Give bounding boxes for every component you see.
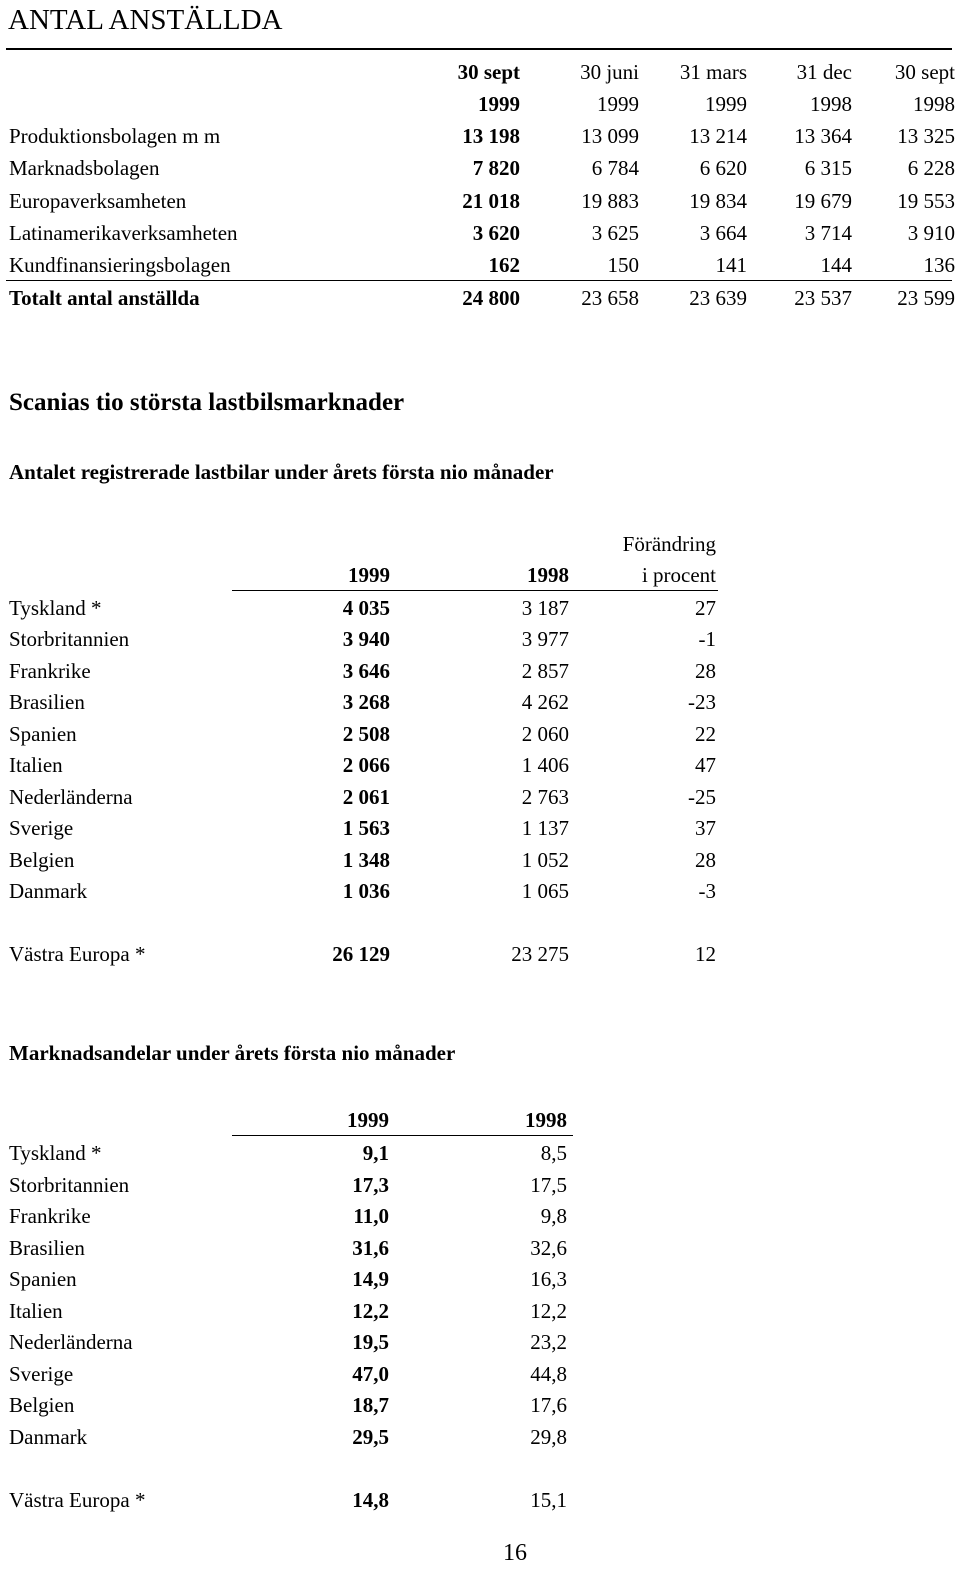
cell: 44,8 (530, 1362, 567, 1386)
cell: 12 (695, 942, 716, 966)
row-label: Marknadsbolagen (9, 156, 160, 180)
cell: 13 325 (897, 124, 955, 148)
col-header: Förändring (622, 532, 716, 556)
col-header: i procent (641, 563, 716, 587)
col-header: 1998 (527, 563, 569, 587)
col-header: 1999 (478, 92, 520, 116)
cell: 26 129 (332, 942, 390, 966)
cell: 12,2 (352, 1299, 389, 1323)
row-label: Totalt antal anställda (9, 286, 200, 310)
cell: 1 406 (521, 753, 569, 777)
cell: 23 658 (581, 286, 639, 310)
cell: 150 (607, 253, 639, 277)
table-row (0, 120, 960, 152)
cell: 2 066 (342, 753, 390, 777)
cell: 12,2 (530, 1299, 567, 1323)
table-row (0, 686, 760, 718)
row-label: Italien (9, 753, 63, 777)
markets-header-rule (232, 590, 718, 591)
total-rule (6, 280, 952, 281)
row-label: Sverige (9, 816, 74, 840)
row-label: Belgien (9, 848, 75, 872)
row-label: Västra Europa * (9, 942, 146, 966)
employees-header-top (0, 56, 960, 88)
table-row (0, 1169, 700, 1201)
cell: 3 940 (342, 627, 390, 651)
col-header: 31 dec (796, 60, 852, 84)
table-row (0, 844, 760, 876)
row-label: Latinamerikaverksamheten (9, 221, 238, 245)
shares-header (0, 1104, 700, 1136)
row-label: Tyskland * (9, 1141, 102, 1165)
table-row (0, 1326, 700, 1358)
cell: 14,8 (352, 1488, 389, 1512)
cell: 14,9 (352, 1267, 389, 1291)
table-row (0, 1421, 700, 1453)
table-row (0, 185, 960, 217)
cell: 6 784 (591, 156, 639, 180)
row-label: Belgien (9, 1393, 75, 1417)
cell: 2 508 (342, 722, 390, 746)
markets-subheading: Antalet registrerade lastbilar under årets första nio månader (9, 460, 554, 484)
col-header: 1998 (525, 1108, 567, 1132)
row-label: Brasilien (9, 690, 85, 714)
table-row (0, 655, 760, 687)
row-label: Italien (9, 1299, 63, 1323)
cell: 3 620 (472, 221, 520, 245)
table-row (0, 1263, 700, 1295)
cell: 1 036 (342, 879, 390, 903)
table-row (0, 592, 760, 624)
cell: 31,6 (352, 1236, 389, 1260)
table-row (0, 1232, 700, 1264)
cell: 6 228 (907, 156, 955, 180)
row-label: Storbritannien (9, 627, 130, 651)
cell: 1 348 (342, 848, 390, 872)
shares-header-rule (232, 1135, 573, 1136)
row-label: Sverige (9, 1362, 74, 1386)
cell: 141 (715, 253, 747, 277)
cell: 13 364 (794, 124, 852, 148)
cell: 19,5 (352, 1330, 389, 1354)
cell: 8,5 (540, 1141, 567, 1165)
cell: 2 857 (521, 659, 569, 683)
cell: 19 883 (581, 189, 639, 213)
cell: 23 639 (689, 286, 747, 310)
cell: 37 (695, 816, 716, 840)
cell: 3 714 (804, 221, 852, 245)
cell: 15,1 (530, 1488, 567, 1512)
cell: -25 (688, 785, 716, 809)
cell: 4 262 (521, 690, 569, 714)
row-label: Tyskland * (9, 596, 102, 620)
cell: 1 137 (521, 816, 569, 840)
table-row (0, 1358, 700, 1390)
col-header: 1999 (348, 563, 390, 587)
cell: 19 553 (897, 189, 955, 213)
table-row (0, 623, 760, 655)
total-row (0, 282, 960, 314)
cell: 28 (695, 659, 716, 683)
cell: 3 910 (907, 221, 955, 245)
cell: 2 060 (521, 722, 569, 746)
row-label: Produktionsbolagen m m (9, 124, 221, 148)
row-label: Nederländerna (9, 785, 133, 809)
cell: 17,3 (352, 1173, 389, 1197)
markets-header-top (0, 528, 760, 560)
row-label: Frankrike (9, 659, 91, 683)
col-header: 31 mars (679, 60, 747, 84)
cell: 23 599 (897, 286, 955, 310)
table-row (0, 1389, 700, 1421)
cell: 21 018 (462, 189, 520, 213)
cell: 23,2 (530, 1330, 567, 1354)
cell: 2 763 (521, 785, 569, 809)
markets-heading: Scanias tio största lastbilsmarknader (9, 389, 405, 416)
cell: 3 268 (342, 690, 390, 714)
cell: 23 537 (794, 286, 852, 310)
col-header: 1999 (347, 1108, 389, 1132)
cell: 23 275 (511, 942, 569, 966)
cell: 19 834 (689, 189, 747, 213)
cell: 4 035 (342, 596, 390, 620)
cell: 16,3 (530, 1267, 567, 1291)
cell: 1 052 (521, 848, 569, 872)
cell: 3 977 (521, 627, 569, 651)
table-row (0, 749, 760, 781)
cell: 1 065 (521, 879, 569, 903)
cell: 29,5 (352, 1425, 389, 1449)
row-label: Spanien (9, 722, 77, 746)
cell: 13 099 (581, 124, 639, 148)
row-label: Danmark (9, 1425, 88, 1449)
cell: 22 (695, 722, 716, 746)
cell: 32,6 (530, 1236, 567, 1260)
cell: 7 820 (472, 156, 520, 180)
row-label: Nederländerna (9, 1330, 133, 1354)
cell: 1 563 (342, 816, 390, 840)
cell: 6 620 (699, 156, 747, 180)
cell: 9,8 (540, 1204, 567, 1228)
row-label: Europaverksamheten (9, 189, 187, 213)
cell: 47 (695, 753, 716, 777)
page-title: ANTAL ANSTÄLLDA (8, 4, 283, 36)
cell: 29,8 (530, 1425, 567, 1449)
total-row (0, 938, 760, 970)
table-row (0, 812, 760, 844)
col-header: 30 juni (580, 60, 639, 84)
cell: 28 (695, 848, 716, 872)
table-row (0, 249, 960, 281)
table-row (0, 781, 760, 813)
cell: 3 625 (591, 221, 639, 245)
total-row (0, 1484, 700, 1516)
employees-header-bottom (0, 88, 960, 120)
cell: 9,1 (362, 1141, 389, 1165)
cell: 3 646 (342, 659, 390, 683)
cell: 2 061 (342, 785, 390, 809)
cell: 19 679 (794, 189, 852, 213)
col-header: 30 sept (894, 60, 955, 84)
cell: 47,0 (352, 1362, 389, 1386)
cell: 136 (923, 253, 955, 277)
row-label: Kundfinansieringsbolagen (9, 253, 231, 277)
markets-header-bottom (0, 559, 760, 591)
col-header: 1999 (597, 92, 639, 116)
table-row (0, 217, 960, 249)
table-row (0, 1295, 700, 1327)
cell: 24 800 (462, 286, 520, 310)
col-header: 1999 (705, 92, 747, 116)
cell: 162 (488, 253, 520, 277)
cell: -1 (698, 627, 716, 651)
cell: 11,0 (353, 1204, 389, 1228)
cell: 3 664 (699, 221, 747, 245)
row-label: Frankrike (9, 1204, 91, 1228)
cell: 27 (695, 596, 716, 620)
page-number: 16 (503, 1540, 527, 1566)
table-row (0, 718, 760, 750)
cell: 17,6 (530, 1393, 567, 1417)
row-label: Danmark (9, 879, 88, 903)
cell: 13 214 (689, 124, 747, 148)
table-row (0, 1137, 700, 1169)
col-header: 1998 (810, 92, 852, 116)
col-header: 1998 (913, 92, 955, 116)
cell: 13 198 (462, 124, 520, 148)
row-label: Spanien (9, 1267, 77, 1291)
cell: 144 (820, 253, 852, 277)
title-rule (6, 48, 952, 50)
cell: -3 (698, 879, 716, 903)
row-label: Brasilien (9, 1236, 85, 1260)
table-row (0, 875, 760, 907)
cell: 18,7 (352, 1393, 389, 1417)
cell: 6 315 (804, 156, 852, 180)
table-row (0, 1200, 700, 1232)
table-row (0, 152, 960, 184)
row-label: Västra Europa * (9, 1488, 146, 1512)
shares-heading: Marknadsandelar under årets första nio månader (9, 1041, 456, 1065)
cell: 17,5 (530, 1173, 567, 1197)
row-label: Storbritannien (9, 1173, 130, 1197)
cell: 3 187 (521, 596, 569, 620)
col-header: 30 sept (457, 60, 520, 84)
cell: -23 (688, 690, 716, 714)
